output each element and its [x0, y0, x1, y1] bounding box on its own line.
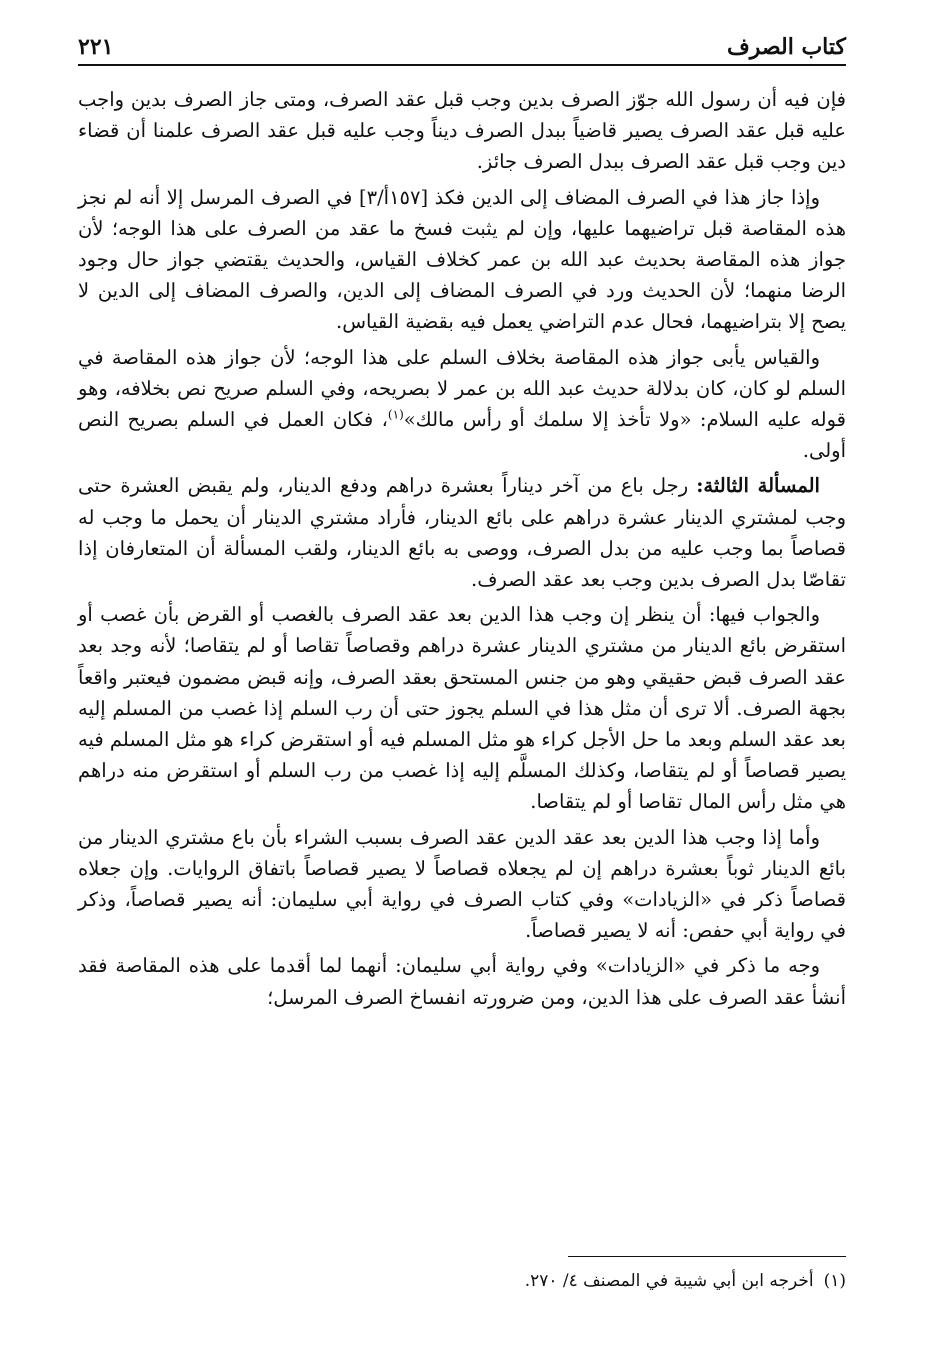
running-header — [78, 30, 846, 66]
chapter-title: كتاب الصرف — [726, 34, 846, 60]
paragraph-3-end: فكان العمل في السلم بصريح النص أولى. — [78, 408, 846, 463]
paragraph-2: وإذا جاز هذا في الصرف المضاف إلى الدين فكذ [١٥٧أ/٣] في الصرف المرسل إلا أنه لم نجز هذه المقاصة قبل تراضيهما عليها، وإن لم يثبت فسخ ما عقد من الصرف على هذا الوجه؛ لأن جواز هذه المقاصة بحديث عبد الله بن عمر كخلاف القياس، والحديث يقتضي جواز حال وجود الرضا منهما؛ لأن الحديث ورد في الصرف المضاف إلى الدين، والصرف المضاف إلى الدين لا يصح إلا بتراضيهما، فحال عدم التراضي يعمل فيه بقضية القياس. — [78, 185, 846, 334]
paragraph-answer: والجواب فيها: أن ينظر إن وجب هذا الدين بعد عقد الصرف بالغصب أو القرض بأن غصب أو استقرض بائع الدينار من مشتري الدينار عشرة دراهم وقصاصاً تقاصا أو لم يتقاصا؛ لأنه وجد بعد عقد الصرف قبض حقيقي وهو من جنس المستحق بعقد الصرف، وإنه قبض مضمون فيعتبر واقعاً بجهة الصرف. ألا ترى أن مثل هذا في السلم يجوز حتى أن رب السلم إذا غصب من المسلم إليه بعد عقد السلم وبعد ما حل الأجل كراء هو مثل المسلم فيه أو استقرض كراء هو مثل المسلم فيه يصير قصاصاً أو لم يتقاصا، وكذلك المسلَّم إليه إذا غصب من رب السلم أو استقرض منه دراهم هي مثل رأس المال تقاصا أو لم يتقاصا. — [78, 603, 846, 814]
page-number: ٢٢١ — [78, 34, 114, 60]
footnote-separator — [568, 1256, 846, 1257]
main-text — [78, 84, 846, 1017]
paragraph-3-text: والقياس يأبى جواز هذه المقاصة بخلاف السلم على هذا الوجه؛ لأن جواز هذه المقاصة في السلم لو كان، كان بدلالة حديث عبد الله بن عمر لا بصريحه، وفي السلم صريح نص بخلافه، وهو قوله عليه السلام: «ولا تأخذ إلا سلمك أو رأس مالك» — [78, 345, 846, 432]
footnote-number: (١) — [823, 1271, 846, 1291]
paragraph-purchase: وأما إذا وجب هذا الدين بعد عقد الدين عقد الصرف بسبب الشراء بأن باع مشتري الدينار من بائع الدينار ثوباً بعشرة دراهم إن لم يجعلاه قصاصاً لا يصير قصاصاً باتفاق الروايات. وإن جعلاه قصاصاً ذكر في «الزيادات» وفي كتاب الصرف في رواية أبي سليمان: أنه يصير قصاصاً، وذكر في رواية أبي حفص: أنه لا يصير قصاصاً. — [78, 825, 846, 943]
footnote-reference[interactable]: (١) — [387, 407, 404, 422]
paragraph-1: فإن فيه أن رسول الله جوّز الصرف بدين وجب قبل عقد الصرف، ومتى جاز الصرف بدين واجب عليه قبل عقد الصرف يصير قاضياً ببدل الصرف ديناً وجب عليه قبل عقد الصرف علمنا أن قضاء دين وجب قبل عقد الصرف ببدل الصرف جائز. — [78, 88, 846, 174]
paragraph-masala — [78, 470, 846, 595]
paragraph-3 — [78, 342, 846, 467]
paragraph-3-comma: ، — [381, 408, 388, 432]
masala-label: المسألة الثالثة: — [696, 474, 820, 498]
footnote-text: أخرجه ابن أبي شيبة في المصنف ٤/ ٢٧٠. — [524, 1271, 814, 1291]
paragraph-reasoning: وجه ما ذكر في «الزيادات» وفي رواية أبي سليمان: أنهما لما أقدما على هذه المقاصة فقد أنشأ عقد الصرف على هذا الدين، ومن ضرورته انفساخ الصرف المرسل؛ — [78, 954, 846, 1009]
masala-text: رجل باع من آخر ديناراً بعشرة دراهم ودفع الدينار، ولم يقبض العشرة حتى وجب لمشتري الدينار عشرة دراهم على بائع الدينار، فأراد مشتري الدينار أن يحمل ما وجب له قصاصاً بما وجب عليه من بدل الصرف، ووصى به بائع الدينار، ولقب المسألة أن المتعارفان إذا تقاصّا بدل الصرف بدين وجب بعد عقد الصرف. — [78, 474, 846, 592]
footnote — [78, 1268, 846, 1294]
